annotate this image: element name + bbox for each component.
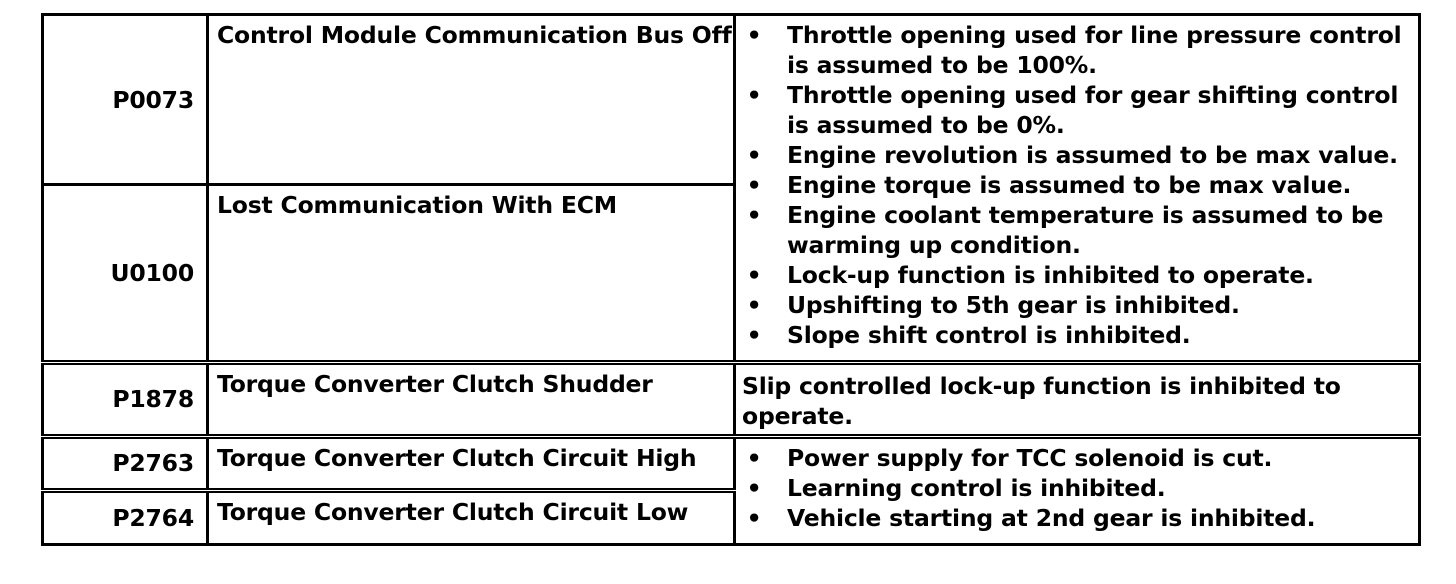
dtc-description: Lost Communication With ECM: [208, 185, 735, 362]
bullet-icon: [744, 170, 764, 200]
condition-list: [742, 443, 1418, 533]
list-item: • Vehicle starting at 2nd gear is inhibited.: [742, 503, 1418, 533]
bullet-icon: [744, 80, 764, 110]
dtc-description: Control Module Communication Bus Off: [208, 15, 735, 185]
bullet-icon: [744, 290, 764, 320]
fail-safe-conditions: [735, 436, 1420, 544]
dtc-code: U0100: [43, 185, 208, 362]
bullet-icon: [744, 200, 764, 230]
dtc-code: P0073: [43, 15, 208, 185]
bullet-icon: [744, 443, 764, 473]
fail-safe-conditions: [735, 15, 1420, 363]
bullet-icon: [744, 503, 764, 533]
table-row: [43, 15, 1420, 185]
list-item: • Power supply for TCC solenoid is cut.: [742, 443, 1418, 473]
list-item: • Upshifting to 5th gear is inhibited.: [742, 290, 1418, 320]
dtc-description: Torque Converter Clutch Shudder: [208, 362, 735, 436]
table-row: [43, 436, 1420, 490]
dtc-description: Torque Converter Clutch Circuit Low: [208, 490, 735, 544]
fail-safe-condition: Slip controlled lock-up function is inhibited to operate.: [735, 362, 1420, 436]
table-row: [43, 362, 1420, 436]
dtc-code: P2763: [43, 436, 208, 490]
condition-list: [742, 20, 1418, 350]
list-item: • Learning control is inhibited.: [742, 473, 1418, 503]
bullet-icon: [744, 473, 764, 503]
bullet-icon: [744, 260, 764, 290]
dtc-table-container: [41, 13, 1418, 546]
dtc-fail-safe-table: [41, 13, 1421, 546]
list-item: • Throttle opening used for gear shifting control is assumed to be 0%.: [742, 80, 1418, 140]
list-item: • Lock-up function is inhibited to operate.: [742, 260, 1418, 290]
bullet-icon: [744, 20, 764, 50]
list-item: • Engine coolant temperature is assumed to be warming up condition.: [742, 200, 1418, 260]
list-item: • Engine revolution is assumed to be max value.: [742, 140, 1418, 170]
dtc-code: P2764: [43, 490, 208, 544]
list-item: • Engine torque is assumed to be max value.: [742, 170, 1418, 200]
bullet-icon: [744, 140, 764, 170]
list-item: • Slope shift control is inhibited.: [742, 320, 1418, 350]
dtc-description: Torque Converter Clutch Circuit High: [208, 436, 735, 490]
bullet-icon: [744, 320, 764, 350]
dtc-code: P1878: [43, 362, 208, 436]
list-item: • Throttle opening used for line pressure control is assumed to be 100%.: [742, 20, 1418, 80]
